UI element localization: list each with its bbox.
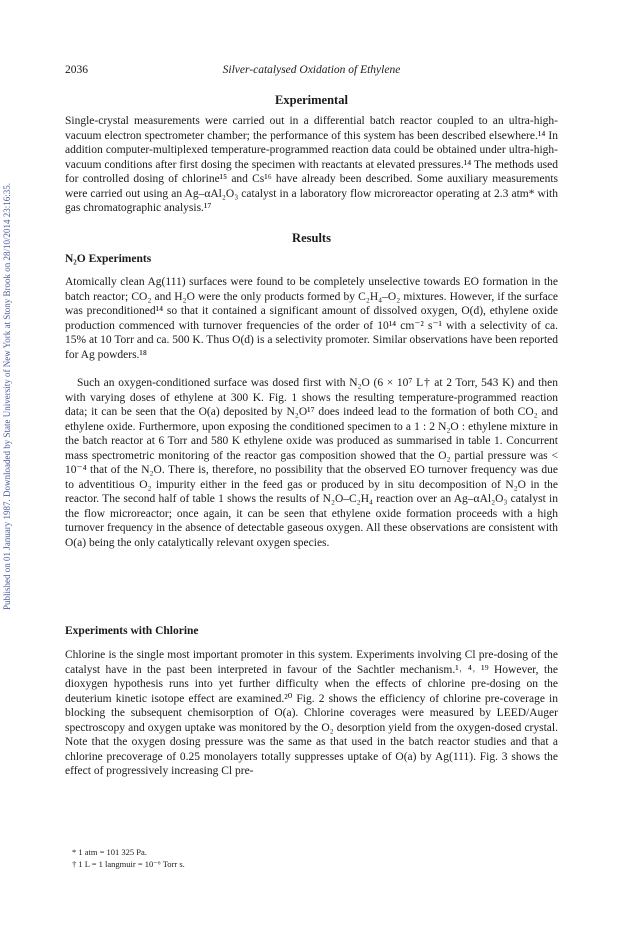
footnote-atm: * 1 atm = 101 325 Pa. — [72, 847, 147, 857]
footnote-langmuir: † 1 L = 1 langmuir = 10⁻⁶ Torr s. — [72, 859, 185, 869]
page-number: 2036 — [65, 64, 88, 76]
results-heading: Results — [292, 231, 331, 245]
n2o-paragraph-1: Atomically clean Ag(111) surfaces were found to be completely unselective towards EO formation in the batch reactor; CO₂ and H₂O were the only products formed by C₂H₄–O₂ mixtures. However, if the surface was preconditioned¹⁴ so that it contained a significant amount of dissolved oxygen, O(d), ethylene oxide production commenced with turnover frequencies of the order of 10¹⁴ cm⁻² s⁻¹ with a selectivity of ca. 15% at 10 Torr and ca. 500 K. Thus O(d) is a selectivity promoter. Similar observations have been reported for Ag powders.¹⁸ — [65, 276, 558, 361]
experimental-paragraph: Single-crystal measurements were carried out in a differential batch reactor coupled to an ultra-high-vacuum electron spectrometer chamber; the performance of this system has been described elsewhere.¹⁴ In addition computer-multiplexed temperature-programmed reaction data could be obtained under ultra-high-vacuum conditions after first dosing the specimen with reactants at elevated pressures.¹⁴ The methods used for controlled dosing of chlorine¹⁵ and Cs¹⁶ have already been described. Some auxiliary measurements were carried out using an Ag–αAl₂O₃ catalyst in a laboratory flow microreactor operating at 2.3 atm* with gas chromatographic analysis.¹⁷ — [65, 115, 558, 215]
running-title: Silver-catalysed Oxidation of Ethylene — [222, 64, 401, 76]
n2o-experiments-heading: N₂O Experiments — [65, 253, 152, 265]
download-provenance-stamp — [0, 50, 14, 610]
experimental-heading: Experimental — [275, 93, 348, 107]
n2o-paragraph-2: Such an oxygen-conditioned surface was dosed first with N₂O (6 × 10⁷ L† at 2 Torr, 543 K) and then with varying doses of ethylene at 300 K. Fig. 1 shows the resulting temperature-programmed reaction data; it can be seen that the O(a) deposited by N₂O¹⁷ does indeed lead to the formation of both CO₂ and ethylene oxide. Furthermore, upon exposing the conditioned specimen to a 1 : 2 N₂O : ethylene mixture in the batch reactor at 6 Torr and 580 K ethylene oxide was produced as summarised in table 1. Concurrent mass spectrometric monitoring of the reactor gas composition showed that the O₂ partial pressure was < 10⁻⁴ that of the N₂O. There is, therefore, no possibility that the observed EO turnover frequency was due to adventitious O₂ impurity either in the feed gas or produced by in situ decomposition of N₂O in the reactor. The second half of table 1 shows the results of N₂O–C₂H₄ reaction over an Ag–αAl₂O₃ catalyst in the flow microreactor; once again, it can be seen that ethylene oxide formation proceeds with a high turnover frequency in the absence of detectable gaseous oxygen. All these observations are consistent with O(a) being the only catalytically relevant oxygen species. — [65, 377, 558, 550]
chlorine-paragraph: Chlorine is the single most important promoter in this system. Experiments involving Cl pre-dosing of the catalyst have in the past been interpreted in favour of the Sachtler mechanism.¹˒ ⁴˒ ¹⁹ However, the dioxygen hypothesis runs into yet further difficulty when the effects of chlorine pre-dosing on the deuterium kinetic isotope effect are examined.²⁰ Fig. 2 shows the efficiency of chlorine pre-coverage in blocking the subsequent chemisorption of O(a). Chlorine coverages were measured by LEED/Auger spectroscopy and oxygen uptake was monitored by the O₂ desorption yield from the oxygen-dosed crystal. Note that the oxygen dosing pressure was the same as that used in the batch reactor studies and that a chlorine precoverage of 0.25 monolayers totally suppresses uptake of O(a) by Ag(111). Fig. 3 shows the effect of progressively increasing Cl pre- — [65, 649, 558, 778]
download-provenance-text: Published on 01 January 1987. Downloaded by State University of New York at Stony Brook on 28/10/2014 23:16:35. — [2, 183, 12, 610]
chlorine-experiments-heading: Experiments with Chlorine — [65, 625, 199, 637]
footnotes — [72, 846, 185, 870]
